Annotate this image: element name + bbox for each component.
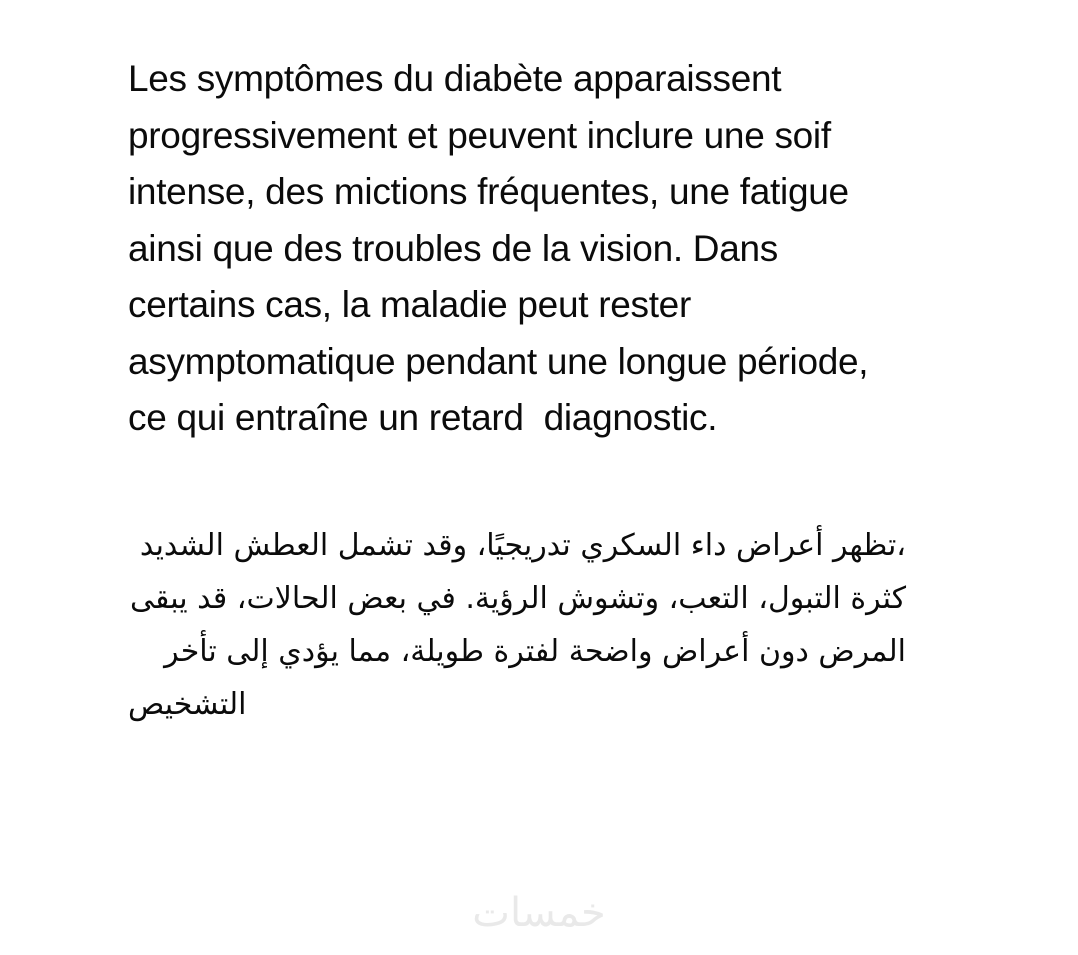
arabic-paragraph — [128, 519, 906, 731]
french-text-line: asymptomatique pendant une longue période, — [128, 340, 869, 382]
french-text-line: certains cas, la maladie peut rester — [128, 284, 691, 325]
arabic-text-line: التشخيص — [128, 687, 247, 722]
french-text-line: ce qui entraîne un retard diagnostic. — [128, 397, 718, 438]
arabic-text-line: المرض دون أعراض واضحة لفترة طويلة، مما يؤدي إلى تأخر — [164, 634, 906, 669]
french-paragraph — [128, 51, 1028, 447]
french-text-line: progressivement et peuvent inclure une soif — [128, 114, 831, 156]
french-text-line: intense, des mictions fréquentes, une fatigue — [128, 171, 849, 212]
arabic-text-line: ،تظهر أعراض داء السكري تدريجيًا، وقد تشمل العطش الشديد — [139, 528, 906, 563]
french-text-line: Les symptômes du diabète apparaissent — [128, 58, 782, 99]
khamsat-watermark: خمسات — [472, 890, 606, 936]
french-text-line: ainsi que des troubles de la vision. Dans — [128, 227, 778, 269]
arabic-text-line: كثرة التبول، التعب، وتشوش الرؤية. في بعض الحالات، قد يبقى — [130, 581, 906, 616]
